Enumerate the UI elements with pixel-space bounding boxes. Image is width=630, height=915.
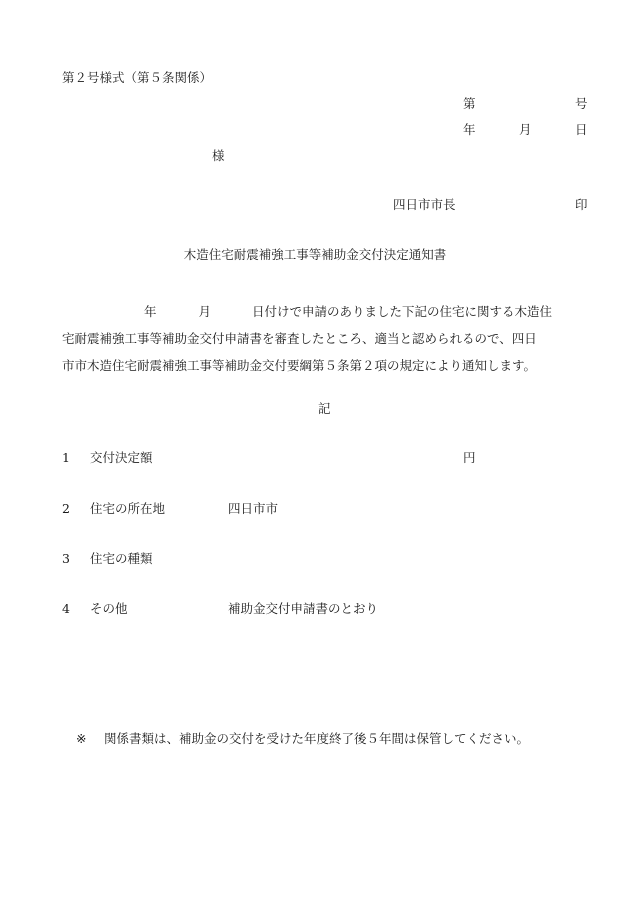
document-number-suffix: 号 (575, 96, 588, 111)
item-1-value: 円 (463, 450, 476, 465)
body-line-3: 市市木造住宅耐震補強工事等補助金交付要綱第５条第２項の規定により通知します。 (62, 358, 537, 373)
body-paragraph (62, 298, 587, 379)
document-title: 木造住宅耐震補強工事等補助金交付決定通知書 (183, 247, 447, 262)
body-date-month: 月 (198, 304, 212, 319)
seal-mark: 印 (575, 197, 588, 212)
body-line-2: 宅耐震補強工事等補助金交付申請書を審査したところ、適当と認められるので、四日 (62, 331, 537, 346)
addressee-honorific: 様 (212, 148, 225, 163)
document-number-prefix: 第 (463, 96, 476, 111)
note-mark: ※ (76, 731, 87, 746)
body-line-1 (62, 298, 587, 325)
body-date-year: 年 (144, 304, 157, 319)
item-4-label: その他 (90, 601, 128, 616)
body-line-1-text: 日付けで申請のありました下記の住宅に関する木造住 (252, 304, 553, 319)
item-1-label: 交付決定額 (90, 450, 153, 465)
item-3-number: 3 (62, 551, 70, 566)
item-2-value: 四日市市 (228, 501, 279, 516)
sender-name: 四日市市長 (393, 197, 456, 212)
item-2-label: 住宅の所在地 (90, 501, 166, 516)
issue-date-day: 日 (575, 122, 588, 137)
item-3-label: 住宅の種類 (90, 551, 153, 566)
item-2-number: 2 (62, 501, 70, 516)
issue-date-year: 年 (463, 122, 476, 137)
item-4-value: 補助金交付申請書のとおり (228, 601, 379, 616)
form-number: 第２号様式（第５条関係） (62, 70, 213, 85)
note-text: 関係書類は、補助金の交付を受けた年度終了後５年間は保管してください。 (104, 731, 530, 746)
ki-heading: 記 (318, 401, 331, 416)
issue-date-month: 月 (519, 122, 532, 137)
item-4-number: 4 (62, 601, 70, 616)
item-1-number: 1 (62, 450, 70, 465)
